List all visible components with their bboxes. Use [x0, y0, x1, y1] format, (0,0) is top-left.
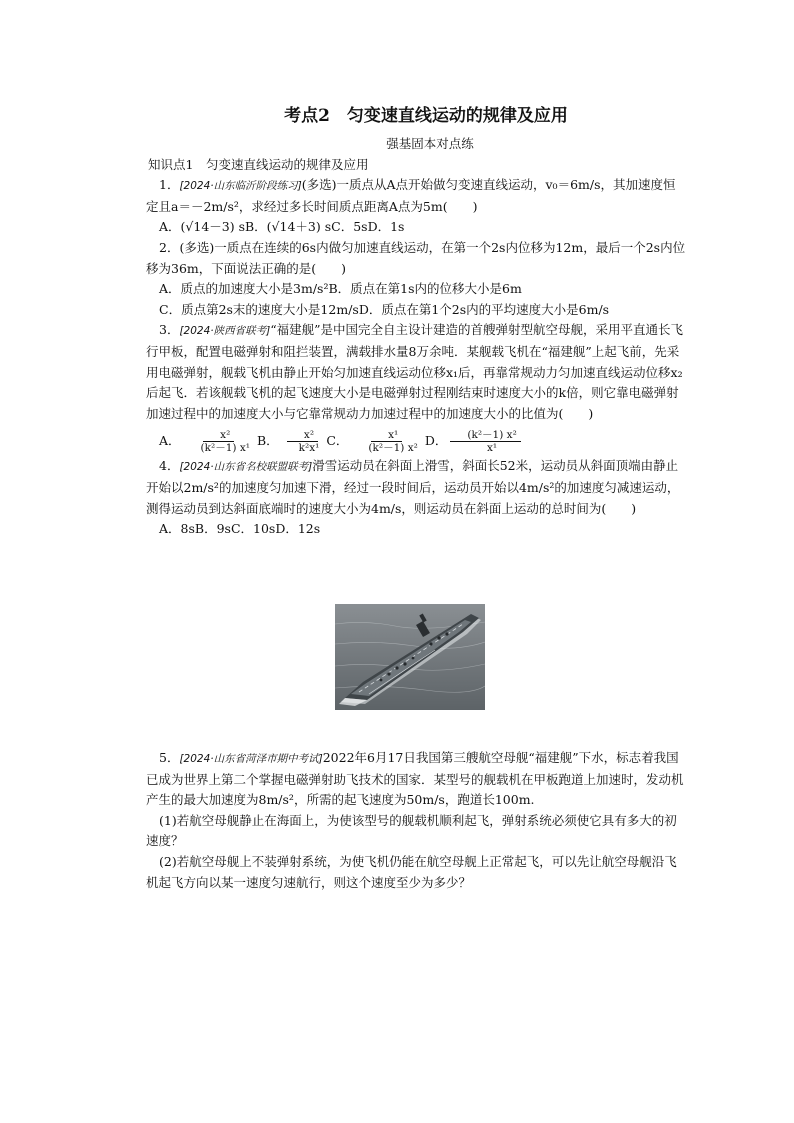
question-2-choices-ab: A．质点的加速度大小是3m/s²B．质点在第1s内的位移大小是6m — [159, 281, 522, 297]
question-2-text: (多选)一质点在连续的6s内做匀加速直线运动，在第一个2s内位移为12m，最后一个2s内位移为36m，下面说法正确的是( ) — [146, 239, 686, 276]
question-3-choices: A． $\frac{\text{x²}}{\text{(k²－1) x¹}}$ B． $\frac{\text{x²}}{\text{k²x¹}}$ C． $\frac{\text{x¹}}{\text{(k²－1) x²}}$ D． $\frac{\text{(k²－1) x²}}{\text{x¹}}$ — [146, 428, 686, 454]
question-4-choices: A．8sB．9sC．10sD．12s — [159, 521, 321, 537]
choice-c-fraction: $\frac{\text{x¹}}{\text{(k²－1) x²}}$ — [368, 429, 418, 455]
question-5-source: [2024·山东省菏泽市期中考试] — [179, 753, 323, 765]
question-2-choices-cd: C．质点第2s末的速度大小是12m/sD．质点在第1个2s内的平均速度大小是6m/s — [159, 301, 610, 317]
question-1-source: [2024·山东临沂阶段练习] — [179, 180, 302, 193]
question-3: 3．[2024·陕西省联考]“福建舰”是中国完全自主设计建造的首艘弹射型航空母舰，采用平直通长飞行甲板，配置电磁弹射和阻拦装置，满载排水量8万余吨．某舰载飞机在“福建舰”上起飞前，先采用电磁弹射，舰载飞机由静止开始匀加速直线运动位移x₁后，再靠常规动力匀加速直线运动位移x₂后起飞．若该舰载飞机的起飞速度大小是电磁弹射过程刚结束时速度大小的k倍，则它靠电磁弹射加速过程中的加速度大小与它靠常规动力加速过程中的加速度大小的比值为( ) — [146, 322, 684, 421]
page-title: 考点2 匀变速直线运动的规律及应用 — [284, 106, 568, 126]
question-4-text: 滑雪运动员在斜面上滑雪，斜面长52米，运动员从斜面顶端由静止开始以2m/s²的加速度匀加速下滑，经过一段时间后，运动员开始以4m/s²的加速度匀减速运动，测得运动员到达斜面底端时的速度大小为4m/s，则运动员在斜面上运动的总时间为( ) — [146, 458, 680, 516]
carrier-figure-svg — [335, 604, 485, 710]
choice-a-fraction: $\frac{\text{x²}}{\text{(k²－1) x¹}}$ — [200, 429, 250, 455]
question-4: 4．[2024·山东省名校联盟联考]滑雪运动员在斜面上滑雪，斜面长52米，运动员从斜面顶端由静止开始以2m/s²的加速度匀加速下滑，经过一段时间后，运动员开始以4m/s²的加速度匀减速运动，测得运动员到达斜面底端时的速度大小为4m/s，则运动员在斜面上运动的总时间为( ) — [146, 458, 680, 516]
question-3-text: “福建舰”是中国完全自主设计建造的首艘弹射型航空母舰，采用平直通长飞行甲板，配置电磁弹射和阻拦装置，满载排水量8万余吨．某舰载飞机在“福建舰”上起飞前，先采用电磁弹射，舰载飞机由静止开始匀加速直线运动位移x₁后，再靠常规动力匀加速直线运动位移x₂后起飞．若该舰载飞机的起飞速度大小是电磁弹射过程刚结束时速度大小的k倍，则它靠电磁弹射加速过程中的加速度大小与它靠常规动力加速过程中的加速度大小的比值为( ) — [146, 322, 684, 421]
question-5-block — [146, 748, 686, 893]
question-2: 2．(多选)一质点在连续的6s内做匀加速直线运动，在第一个2s内位移为12m，最后一个2s内位移为36m，下面说法正确的是( ) — [146, 239, 686, 276]
question-5: 5．[2024·山东省菏泽市期中考试]2022年6月17日我国第三艘航空母舰“福建舰”下水，标志着我国已成为世界上第二个掌握电磁弹射助飞技术的国家．某型号的舰载机在甲板跑道上加速时，发动机产生的最大加速度为8m/s²，所需的起飞速度为50m/s，跑道长100m. — [146, 750, 684, 808]
section-subtitle: 强基固本对点练 — [386, 136, 474, 151]
question-5-part-2: (2)若航空母舰上不装弹射系统，为使飞机仍能在航空母舰上正常起飞，可以先让航空母舰沿飞机起飞方向以某一速度匀速航行，则这个速度至少为多少？ — [146, 853, 677, 890]
question-3-source: [2024·陕西省联考] — [179, 325, 271, 338]
worksheet-body — [146, 104, 686, 540]
question-5-text: 2022年6月17日我国第三艘航空母舰“福建舰”下水，标志着我国已成为世界上第二个掌握电磁弹射助飞技术的国家．某型号的舰载机在甲板跑道上加速时，发动机产生的最大加速度为8m/s²，所需的起飞速度为50m/s，跑道长100m. — [146, 750, 684, 808]
question-1-text: (多选)一质点从A点开始做匀变速直线运动，v₀＝6m/s，其加速度恒定且a＝－2m/s²，求经过多长时间质点距离A点为5m( ) — [146, 177, 676, 214]
knowledge-point-heading: 知识点1 匀变速直线运动的规律及应用 — [148, 156, 369, 172]
question-5-part-1: (1)若航空母舰静止在海面上，为使该型号的舰载机顺利起飞，弹射系统必须使它具有多大的初速度？ — [146, 812, 677, 849]
choice-d-fraction: $\frac{\text{(k²－1) x²}}{\text{x¹}}$ — [450, 429, 520, 454]
question-1: 1．[2024·山东临沂阶段练习](多选)一质点从A点开始做匀变速直线运动，v₀＝6m/s，其加速度恒定且a＝－2m/s²，求经过多长时间质点距离A点为5m( ) — [146, 177, 676, 214]
question-1-choices: A．(√14－3) sB．(√14＋3) sC．5sD．1s — [159, 219, 405, 235]
question-4-source: [2024·山东省名校联盟联考] — [179, 461, 313, 474]
choice-b-fraction: $\frac{\text{x²}}{\text{k²x¹}}$ — [282, 429, 324, 454]
aircraft-carrier-photo-icon — [335, 604, 485, 710]
